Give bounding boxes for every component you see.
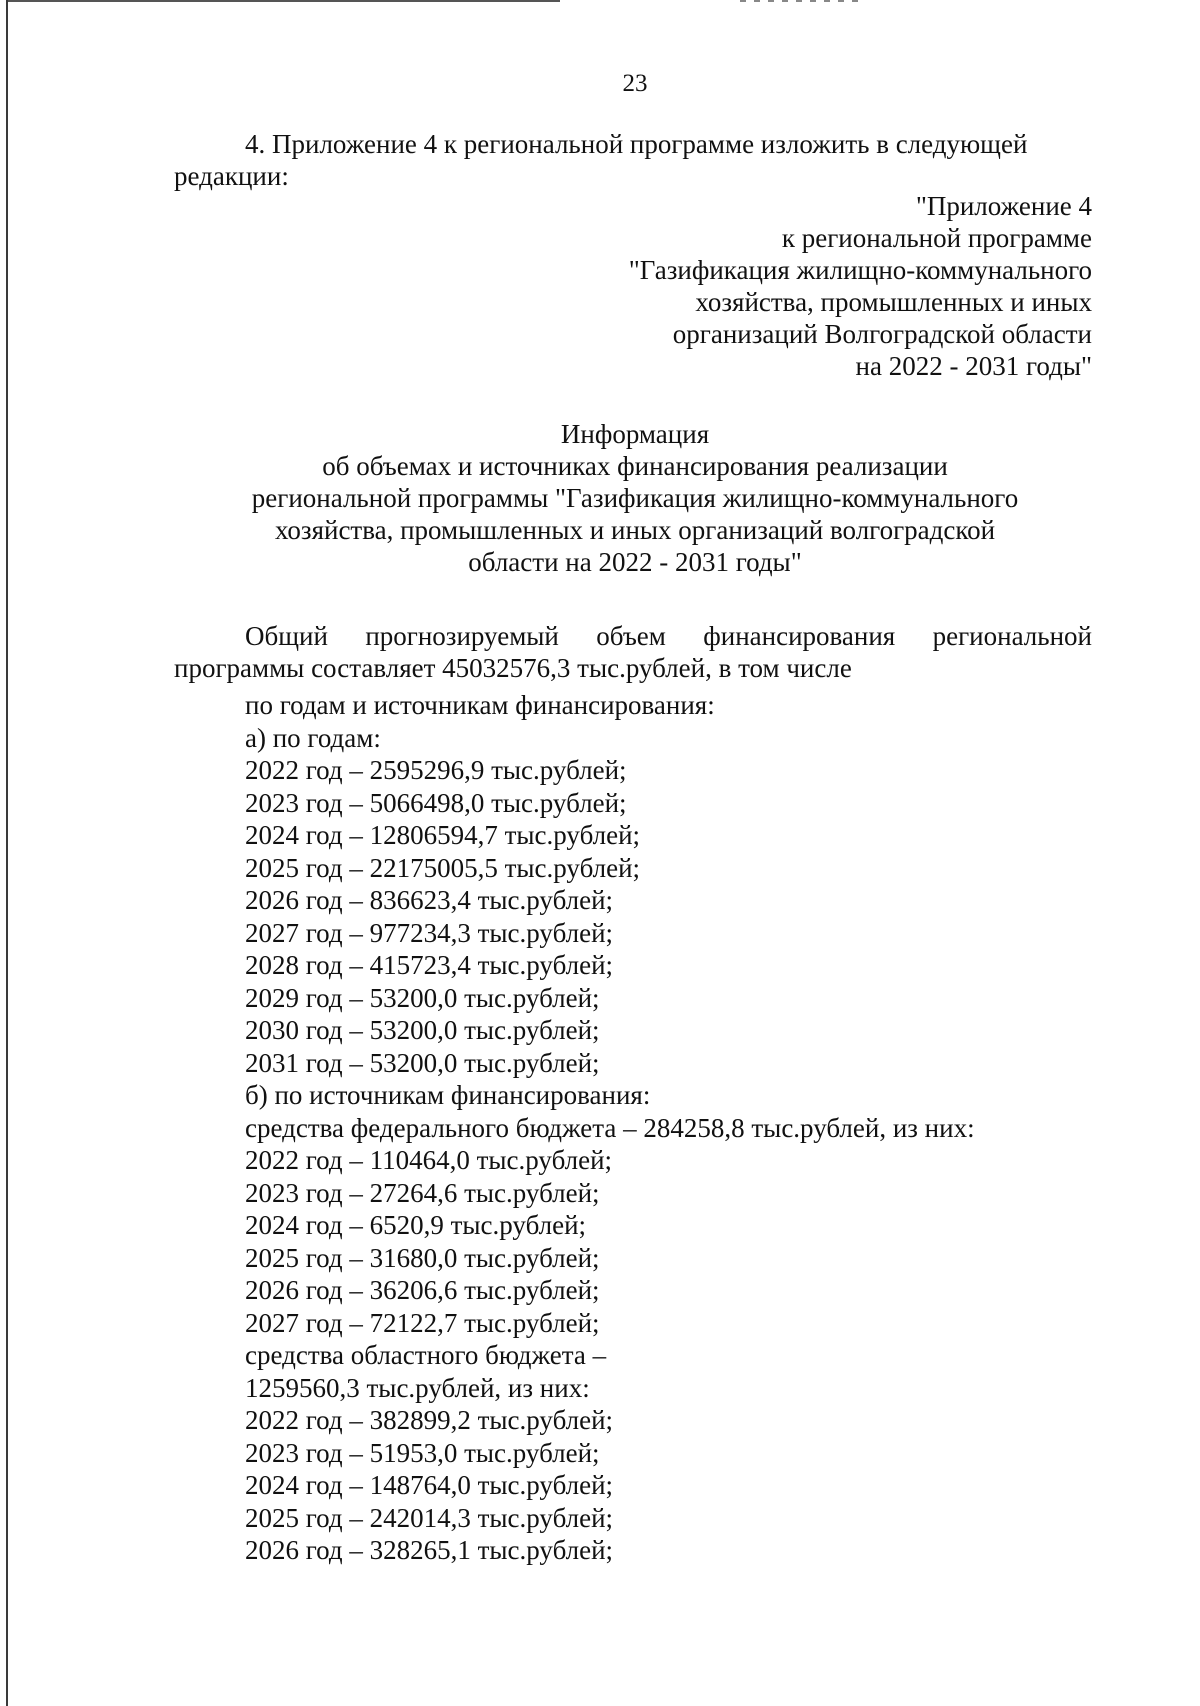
paragraph-word: региональной — [932, 621, 1092, 651]
title-line: хозяйства, промышленных и иных организаций волгоградской — [274, 515, 996, 545]
paragraph-word: финансирования — [703, 621, 896, 651]
list-item: 2023 год – 5066498,0 тыс.рублей; — [245, 787, 627, 818]
document-title — [0, 418, 1200, 578]
list-item: 2022 год – 382899,2 тыс.рублей; — [245, 1405, 614, 1435]
list-item: средства федерального бюджета – 284258,8 тыс.рублей, из них: — [245, 1112, 975, 1143]
list-item: 2022 год – 110464,0 тыс.рублей; — [245, 1145, 613, 1175]
title-heading: Информация — [560, 419, 710, 449]
list-item: 2028 год – 415723,4 тыс.рублей; — [245, 950, 614, 980]
appendix-header-line: на 2022 - 2031 годы" — [855, 351, 1092, 381]
paragraph-word: Общий — [245, 621, 328, 651]
intro-line-1: 4. Приложение 4 к региональной программе изложить в следующей — [245, 129, 1028, 159]
paragraph-line-2: программы составляет 45032576,3 тыс.рублей, в том числе — [174, 653, 852, 683]
title-line: об объемах и источниках финансирования реализации — [322, 451, 948, 481]
list-item: 2027 год – 72122,7 тыс.рублей; — [245, 1307, 600, 1338]
list-item: 2026 год – 328265,1 тыс.рублей; — [245, 1535, 614, 1565]
financing-list — [245, 689, 975, 1567]
list-item: по годам и источникам финансирования: — [245, 690, 715, 720]
list-item: 2027 год – 977234,3 тыс.рублей; — [245, 917, 614, 948]
list-item: средства областного бюджета – — [245, 1340, 607, 1370]
list-item: 2024 год – 148764,0 тыс.рублей; — [245, 1470, 614, 1500]
list-item: 2029 год – 53200,0 тыс.рублей; — [245, 982, 600, 1013]
appendix-header-line: "Приложение 4 — [915, 191, 1092, 221]
list-item: 2025 год – 242014,3 тыс.рублей; — [245, 1502, 614, 1533]
list-item: 2030 год – 53200,0 тыс.рублей; — [245, 1015, 600, 1045]
paragraph-word: объем — [596, 621, 666, 651]
page-number: 23 — [622, 70, 648, 97]
list-item: 2024 год – 12806594,7 тыс.рублей; — [245, 820, 641, 850]
list-item: 2026 год – 36206,6 тыс.рублей; — [245, 1275, 600, 1305]
appendix-header-line: хозяйства, промышленных и иных — [695, 287, 1092, 317]
appendix-header-line: "Газификация жилищно-коммунального — [628, 255, 1092, 285]
paragraph-line-1 — [245, 620, 1092, 652]
list-item: б) по источникам финансирования: — [245, 1080, 651, 1110]
scan-top-marks — [740, 0, 860, 2]
list-item: а) по годам: — [245, 722, 381, 753]
list-item: 2026 год – 836623,4 тыс.рублей; — [245, 885, 614, 915]
list-item: 2023 год – 51953,0 тыс.рублей; — [245, 1437, 600, 1468]
list-item: 2031 год – 53200,0 тыс.рублей; — [245, 1047, 600, 1078]
appendix-header-line: к региональной программе — [781, 223, 1092, 253]
title-line: региональной программы "Газификация жилищно-коммунального — [251, 483, 1019, 513]
list-item: 2023 год – 27264,6 тыс.рублей; — [245, 1177, 600, 1208]
intro-line-2: редакции: — [174, 161, 289, 191]
list-item: 2025 год – 22175005,5 тыс.рублей; — [245, 852, 641, 883]
title-line: области на 2022 - 2031 годы" — [468, 547, 802, 577]
list-item: 1259560,3 тыс.рублей, из них: — [245, 1372, 590, 1403]
list-item: 2022 год – 2595296,9 тыс.рублей; — [245, 755, 627, 785]
appendix-header — [629, 190, 1092, 382]
paragraph-word: прогнозируемый — [365, 621, 559, 651]
appendix-header-line: организаций Волгоградской области — [672, 319, 1092, 349]
scan-top-edge — [8, 0, 560, 2]
scan-left-border — [6, 0, 8, 1706]
list-item: 2025 год – 31680,0 тыс.рублей; — [245, 1242, 600, 1273]
list-item: 2024 год – 6520,9 тыс.рублей; — [245, 1210, 587, 1240]
